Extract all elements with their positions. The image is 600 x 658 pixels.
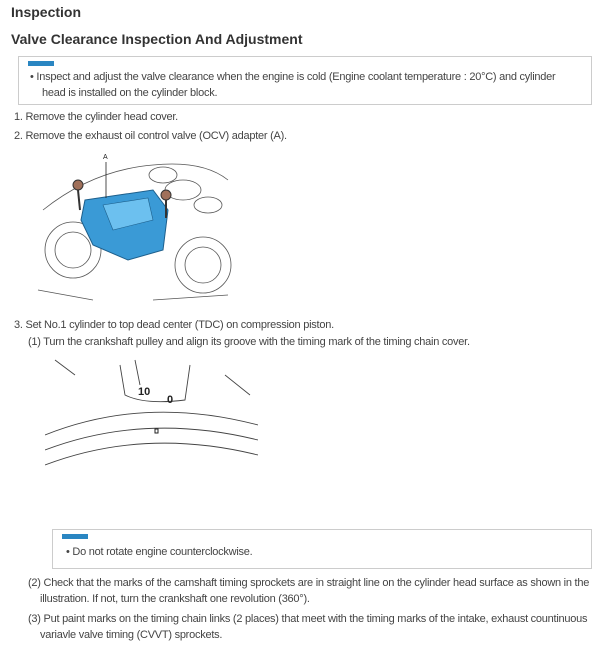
section-title: Valve Clearance Inspection And Adjustment [11, 31, 303, 47]
notice-badge-2: NOTICE [62, 534, 88, 539]
notice-text-block [30, 69, 581, 101]
crankshaft-pulley-illustration [45, 355, 258, 513]
callout-a: A [103, 154, 108, 161]
notice-box [18, 56, 592, 105]
notice-text: • Inspect and adjust the valve clearance when the engine is cold (Engine coolant temperature : 20°C) and cylinder [30, 71, 556, 83]
page-title: Inspection [11, 4, 82, 20]
substep-2-block [28, 575, 592, 607]
step-1: 1. Remove the cylinder head cover. [14, 111, 178, 123]
notice-text-2: • Do not rotate engine counterclockwise. [66, 546, 253, 558]
timing-mark-10: 10 [138, 386, 151, 398]
pulley-diagram [45, 355, 258, 513]
substep-2: (2) Check that the marks of the camshaft timing sprockets are in straight line on the cylinder head surface as shown in the [28, 577, 590, 589]
timing-mark-0: 0 [167, 394, 174, 406]
step-3: 3. Set No.1 cylinder to top dead center (TDC) on compression piston. [14, 319, 334, 331]
ocv-adapter-illustration [33, 150, 233, 307]
substep-1: (1) Turn the crankshaft pulley and align its groove with the timing mark of the timing chain cover. [28, 336, 470, 348]
substep-3-block [28, 611, 592, 643]
substep-2-cont: illustration. If not, turn the crankshaft one revolution (360°). [40, 593, 310, 605]
substep-3-cont: variavle valve timing (CVVT) sprockets. [40, 629, 223, 641]
substep-3: (3) Put paint marks on the timing chain links (2 places) that meet with the timing marks of the intake, exhaust countinuous [28, 613, 588, 625]
engine-diagram [33, 150, 233, 307]
notice-text-cont: head is installed on the cylinder block. [42, 87, 218, 99]
step-2: 2. Remove the exhaust oil control valve (OCV) adapter (A). [14, 130, 287, 142]
notice-badge: NOTICE [28, 61, 54, 66]
notice-box-2 [52, 529, 592, 569]
